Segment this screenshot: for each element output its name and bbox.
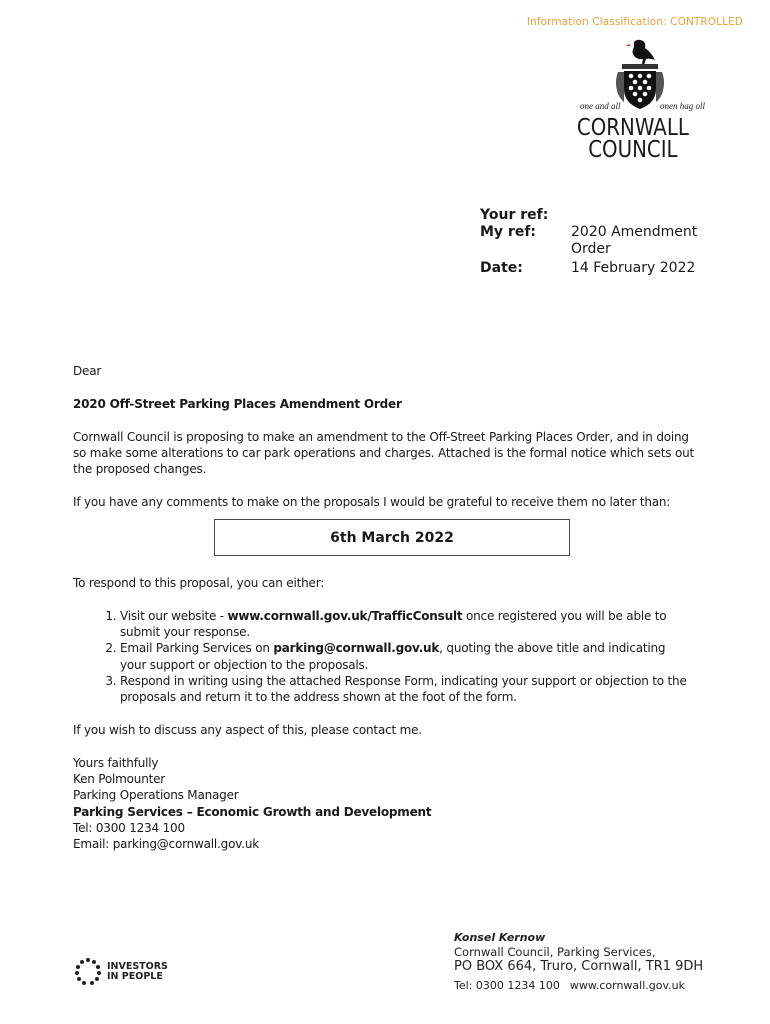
salutation: Dear	[73, 364, 102, 378]
signature-block	[73, 755, 695, 852]
footer-website-link[interactable]: www.cornwall.gov.uk	[569, 979, 685, 992]
traffic-consult-link[interactable]: www.cornwall.gov.uk/TrafficConsult	[227, 609, 463, 623]
iip-line-1: INVESTORS	[107, 961, 168, 972]
footer-tel: Tel: 0300 1234 100	[454, 979, 560, 992]
address-line-1: Cornwall Council, Parking Services,	[454, 945, 656, 959]
your-ref-label: Your ref:	[480, 207, 549, 223]
org-name: Konsel Kernow	[454, 931, 546, 944]
my-ref-value-line-2: Order	[571, 241, 611, 257]
option-text: Visit our website -	[120, 609, 228, 623]
sender-email: Email: parking@cornwall.gov.uk	[73, 837, 259, 852]
sender-title: Parking Operations Manager	[73, 788, 239, 803]
iip-line-2: IN PEOPLE	[107, 971, 163, 982]
iip-wreath-icon	[73, 957, 103, 987]
motto-english: one and all	[580, 101, 621, 111]
my-ref-value	[571, 224, 711, 258]
my-ref-value-line-1: 2020 Amendment	[571, 224, 698, 240]
wordmark-line-2: COUNCIL	[588, 137, 678, 163]
reference-block	[480, 207, 711, 277]
footer-address	[454, 931, 703, 993]
cornwall-council-wordmark	[574, 117, 711, 161]
classification-label: Information Classification: CONTROLLED	[526, 16, 743, 28]
motto-cornish: onen hag oll	[660, 101, 705, 111]
crest-motto	[580, 101, 705, 111]
footer-contact	[454, 979, 703, 993]
sender-tel: Tel: 0300 1234 100	[73, 820, 185, 835]
option-text: Email Parking Services on	[120, 641, 274, 656]
response-options-list	[73, 608, 695, 705]
deadline-date: 6th March 2022	[330, 529, 454, 546]
paragraph-discuss: If you wish to discuss any aspect of this, please contact me.	[73, 723, 422, 737]
wordmark-line-1: CORNWALL	[576, 115, 689, 141]
sender-department: Parking Services – Economic Growth and Development	[73, 804, 432, 819]
closing: Yours faithfully	[73, 756, 159, 770]
date-value: 14 February 2022	[571, 260, 696, 276]
list-item	[120, 640, 695, 672]
list-item	[120, 608, 695, 640]
paragraph-proposal: Cornwall Council is proposing to make an amendment to the Off-Street Parking Places Order, and in doing so make some alterations to car park operations and charges. Attached is the formal notice which sets out the proposed changes.	[73, 430, 695, 477]
option-text: , quoting the above title and indicating your support or objection to the proposals.	[120, 641, 666, 672]
letter-subject: 2020 Off-Street Parking Places Amendment Order	[73, 397, 402, 411]
my-ref-label: My ref:	[480, 224, 537, 240]
option-text: Respond in writing using the attached Response Form, indicating your support or objection to the proposals and return it to the address shown at the foot of the form.	[120, 673, 687, 705]
sender-name: Ken Polmounter	[73, 772, 166, 787]
parking-email-link[interactable]: parking@cornwall.gov.uk	[273, 641, 440, 656]
deadline-box	[214, 519, 570, 556]
your-ref-value	[571, 207, 711, 224]
date-label: Date:	[480, 260, 523, 276]
investors-in-people-logo	[73, 957, 168, 987]
iip-text	[107, 962, 168, 982]
respond-intro: To respond to this proposal, you can either:	[73, 576, 325, 590]
list-item	[120, 673, 695, 705]
address-line-2: PO BOX 664, Truro, Cornwall, TR1 9DH	[454, 959, 704, 974]
option-text: once registered you will be able to submit your response.	[120, 609, 667, 640]
paragraph-comments: If you have any comments to make on the proposals I would be grateful to receive them no later than:	[73, 495, 671, 509]
